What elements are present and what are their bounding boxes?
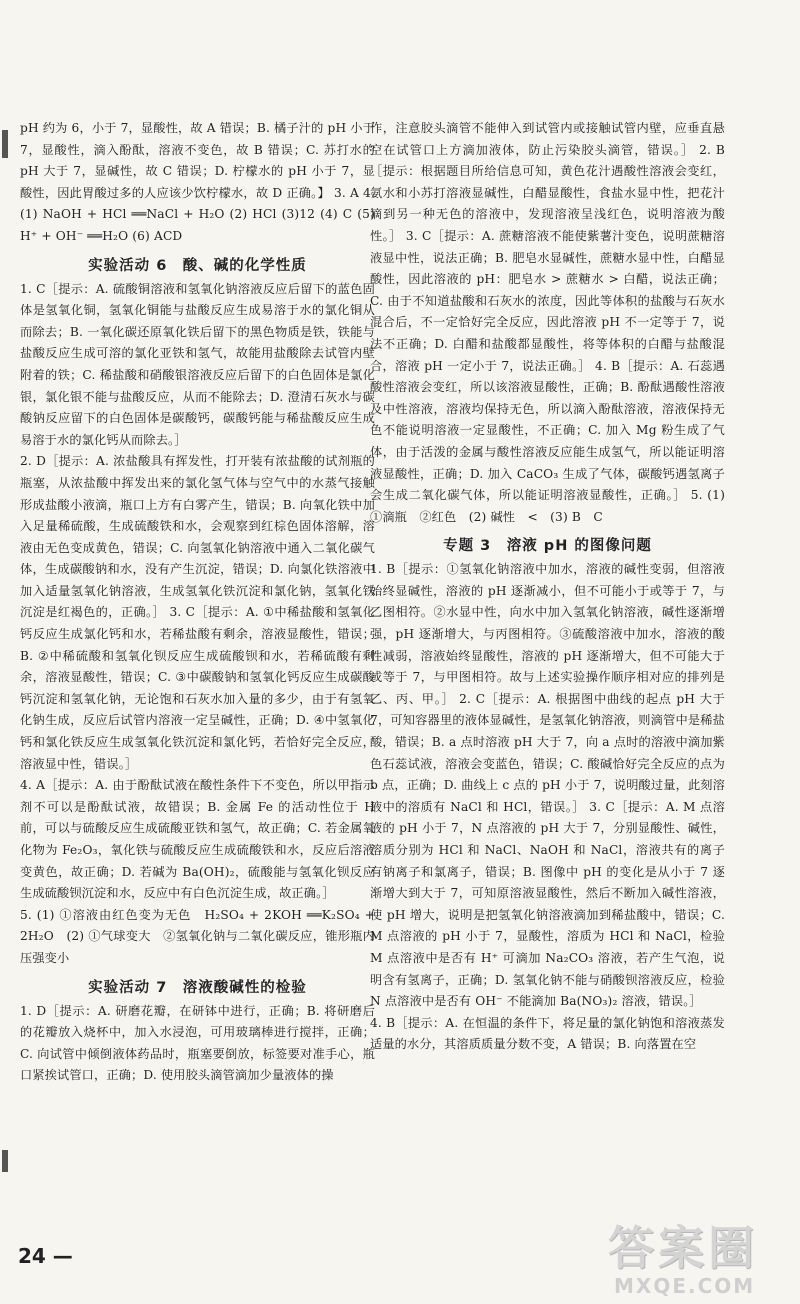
answer-6-1: 1. C［提示：A. 硫酸铜溶液和氢氧化钠溶液反应后留下的蓝色固体是氢氧化铜，氢氧化铜能与盐酸反应生成易溶于水的氯化铜从而除去；B. 一氧化碳还原氧化铁后留下的黑色物质是铁，铁能与盐酸反应生成可溶的氯化亚铁和氢气，故能用盐酸除去试管内壁附着的铁；C. 稀盐酸和硝酸银溶液反应后留下的白色固体是氯化银，氯化银不能与盐酸反应，从而不能除去；D. 澄清石灰水与碳酸钠反应留下的白色固体是碳酸钙，碳酸钙能与稀盐酸反应生成易溶于水的氯化钙从而除去。］	[20, 281, 375, 447]
answer-7-1: 1. D［提示：A. 研磨花瓣，在研钵中进行，正确；B. 将研磨后的花瓣放入烧杯中，加入水浸泡，可用玻璃棒进行搅拌，正确；C. 向试管中倾倒液体药品时，瓶塞要倒放，标签要对准手心，瓶口紧挨试管口，正确；D. 使用胶头滴管滴加少量液体的操	[20, 1003, 375, 1083]
watermark-logo-text: 答案圈	[608, 1221, 758, 1275]
left-column	[20, 118, 375, 1087]
answer-6-2: 2. D［提示：A. 浓盐酸具有挥发性，打开装有浓盐酸的试剂瓶的瓶塞，从浓盐酸中挥发出来的氯化氢气体与空气中的水蒸气接触形成盐酸小液滴，瓶口上方有白雾产生，错误；B. 向氧化铁中加入足量稀硫酸，生成硫酸铁和水，会观察到红棕色固体溶解，溶液由无色变成黄色，错误；C. 向氢氧化钠溶液中通入二氧化碳气体，生成碳酸钠和水，没有产生沉淀，错误；D. 向氯化铁溶液中加入适量氢氧化钠溶液，生成氢氧化铁沉淀和氯化钠，氢氧化铁沉淀是红褐色的，正确。］ 3. C［提示：A. ①中稀盐酸和氢氧化钙反应生成氯化钙和水，若稀盐酸有剩余，溶液显酸性，错误；B. ②中稀硫酸和氢氧化钡反应生成硫酸钡和水，若稀硫酸有剩余，溶液显酸性，错误；C. ③中碳酸钠和氢氧化钙反应生成碳酸钙沉淀和氢氧化钠，无论饱和石灰水加入量的多少，由于有氢氧化钠生成，反应后试管内溶液一定呈碱性，正确；D. ④中氢氧化钙和氯化铁反应生成氢氧化铁沉淀和氯化钙，若恰好完全反应，溶液显中性，错误。］	[20, 454, 375, 771]
section-heading-activity-7: 实验活动 7 溶液酸碱性的检验	[88, 979, 307, 996]
answer-6-4: 4. A［提示：A. 由于酚酞试液在酸性条件下不变色，所以甲指示剂不可以是酚酞试液，故错误；B. 金属 Fe 的活动性位于 H 前，可以与硫酸反应生成硫酸亚铁和氢气，故正确；C. 若金属氧化物为 Fe₂O₃，氧化铁与硫酸反应生成硫酸铁和水，反应后溶液变黄色，故正确；D. 若碱为 Ba(OH)₂，硫酸能与氢氧化钡反应生成硫酸钡沉淀和水，反应中有白色沉淀生成，故正确。］	[20, 778, 375, 901]
answer-topic3-1: 1. B［提示：①氢氧化钠溶液中加水，溶液的碱性变弱，但溶液始终显碱性，溶液的 pH 逐渐减小，但不可能小于或等于 7，与乙图相符。②水显中性，向水中加入氢氧化钠溶液，碱性逐渐增强，pH 逐渐增大，与丙图相符。③硫酸溶液中加水，溶液的酸性减弱，溶液始终显酸性，溶液的 pH 逐渐增大，但不可能大于或等于 7，与甲图相符。故与上述实验操作顺序相对应的排列是乙、丙、甲。］ 2. C［提示：A. 根据图中曲线的起点 pH 大于 7，可知容器里的液体显碱性，是氢氧化钠溶液，则滴管中是稀盐酸，错误；B. a 点时溶液 pH 大于 7，向 a 点时的溶液中滴加紫色石蕊试液，溶液会变蓝色，错误；C. 酸碱恰好完全反应的点为 b 点，正确；D. 曲线上 c 点的 pH 小于 7，说明酸过量，此刻溶液中的溶质有 NaCl 和 HCl，错误。］ 3. C［提示：A. M 点溶液的 pH 小于 7，N 点溶液的 pH 大于 7，分别显酸性、碱性，溶质分别为 HCl 和 NaCl、NaOH 和 NaCl，溶液共有的离子有钠离子和氯离子，错误；B. 图像中 pH 的变化是从小于 7 逐渐增大到大于 7，可知原溶液显酸性，然后不断加入碱性溶液，使 pH 增大，说明是把氢氧化钠溶液滴加到稀盐酸中，错误；C. M 点溶液的 pH 小于 7，显酸性，溶质为 HCl 和 NaCl，检验 M 点溶液中是否有 H⁺ 可滴加 Na₂CO₃ 溶液，若产生气泡，说明含有氢离子，正确；D. 氢氧化钠不能与硝酸钡溶液反应，检验 N 点溶液中是否有 OH⁻ 不能滴加 Ba(NO₃)₂ 溶液，错误。］	[370, 562, 725, 1009]
right-intro-text: 作，注意胶头滴管不能伸入到试管内或接触试管内壁，应垂直悬空在试管口上方滴加液体，防止污染胶头滴管，错误。］ 2. B［提示：根据题目所给信息可知，黄色花汁遇酸性溶液会变红，氨水和小苏打溶液显碱性，白醋显酸性，食盐水显中性，把花汁滴到另一种无色的溶液中，发现溶液呈浅红色，说明溶液为酸性。］ 3. C［提示：A. 蔗糖溶液不能使紫薯汁变色，说明蔗糖溶液显中性，说法正确；B. 肥皂水显碱性，蔗糖水显中性，白醋显酸性，因此溶液的 pH：肥皂水 > 蔗糖水 > 白醋，说法正确；C. 由于不知道盐酸和石灰水的浓度，因此等体积的盐酸与石灰水混合后，不一定恰好完全反应，因此溶液 pH 不一定等于 7，说法不正确；D. 白醋和盐酸都显酸性，将等体积的白醋与盐酸混合，溶液 pH 一定小于 7，说法正确。］ 4. B［提示：A. 石蕊遇酸性溶液会变红，所以该溶液显酸性，正确；B. 酚酞遇酸性溶液及中性溶液，溶液均保持无色，所以滴入酚酞溶液，溶液保持无色不能说明溶液一定显酸性，不正确；C. 加入 Mg 粉生成了气体，由于活泼的金属与酸性溶液反应能生成氢气，所以能证明溶液显酸性，正确；D. 加入 CaCO₃ 生成了气体，碳酸钙遇氢离子会生成二氧化碳气体，所以能证明溶液显酸性，正确。］ 5. (1) ①滴瓶 ②红色 (2) 碱性 < (3) B C	[370, 121, 725, 524]
page-number: 24 —	[18, 1244, 73, 1268]
right-column	[370, 118, 725, 1056]
section-heading-activity-6: 实验活动 6 酸、碱的化学性质	[88, 257, 307, 274]
answer-topic3-4: 4. B［提示：A. 在恒温的条件下，将足量的氯化钠饱和溶液蒸发适量的水分，其溶质质量分数不变，A 错误；B. 向落置在空	[370, 1015, 725, 1052]
left-intro-text: pH 约为 6，小于 7，显酸性，故 A 错误；B. 橘子汁的 pH 小于 7，显酸性，滴入酚酞，溶液不变色，故 B 错误；C. 苏打水的 pH 大于 7，显碱性，故 C 错误；D. 柠檬水的 pH 小于 7，显酸性，因此胃酸过多的人应该少饮柠檬水，故 D 正确。】 3. A 4. (1) NaOH + HCl ══NaCl + H₂O (2) HCl (3)12 (4) C (5) H⁺ + OH⁻ ══H₂O (6) ACD	[20, 121, 375, 243]
answer-6-5: 5. (1) ①溶液由红色变为无色 H₂SO₄ + 2KOH ══K₂SO₄ + 2H₂O (2) ①气球变大 ②氢氧化钠与二氧化碳反应，锥形瓶内压强变小	[20, 907, 375, 965]
watermark-url-text: MXQE.COM	[614, 1274, 756, 1298]
section-heading-topic-3: 专题 3 溶液 pH 的图像问题	[443, 538, 652, 555]
watermark	[608, 1212, 793, 1300]
binder-mark	[2, 1150, 8, 1172]
binder-mark	[2, 130, 8, 158]
